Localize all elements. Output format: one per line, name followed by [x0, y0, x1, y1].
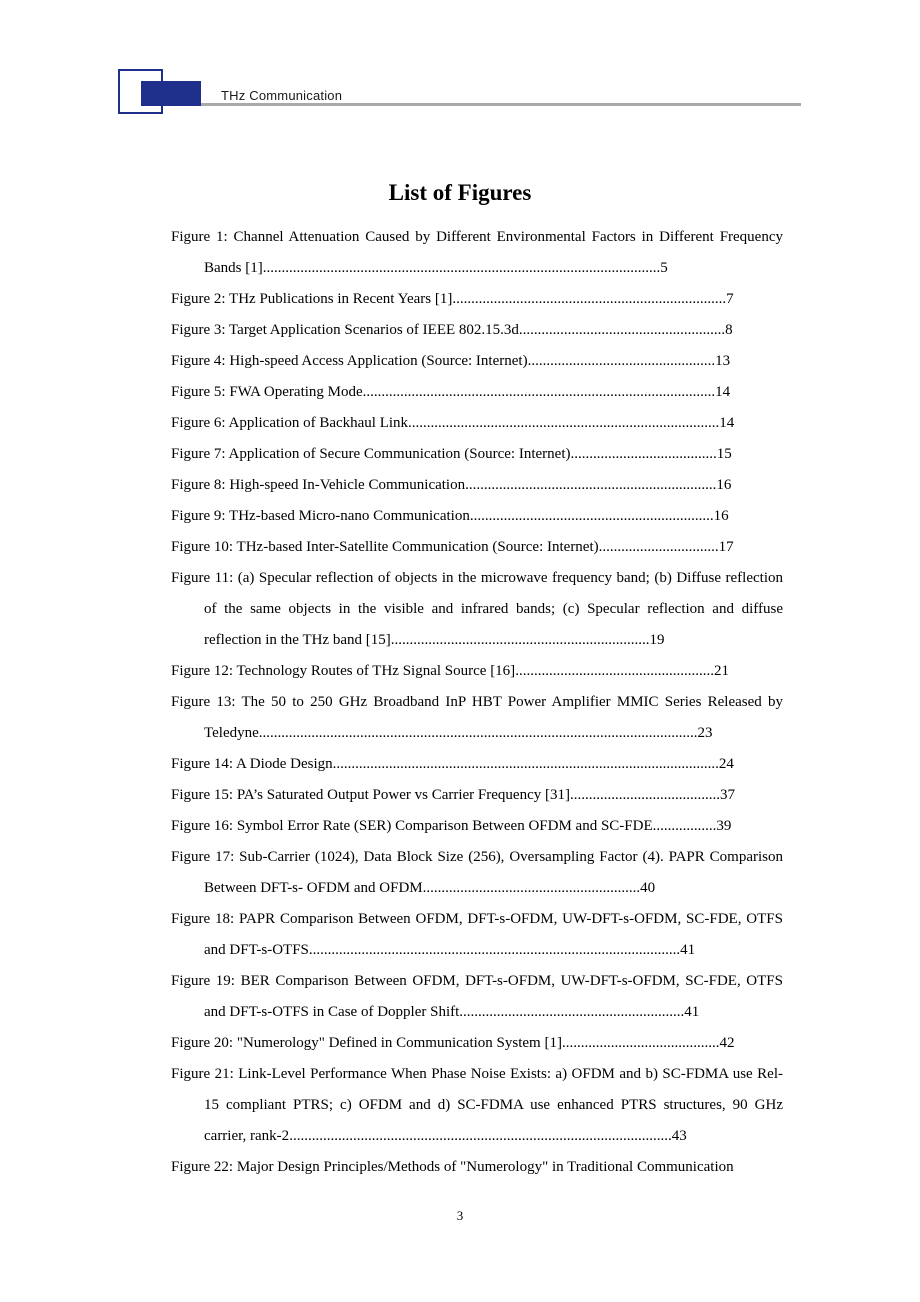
toc-entry-leader: ....................................... — [570, 446, 717, 462]
toc-entry-title: Figure 21: Link-Level Performance When Phase Noise Exists: a) OFDM and b) SC-FDMA use Rel-15 compliant PTRS; c) OFDM and d) SC-FDMA use enhanced PTRS structures, 90 GHz carrier, rank-2 — [171, 1066, 783, 1144]
toc-entry-leader: ....................................................... — [518, 322, 726, 338]
list-of-figures — [171, 222, 783, 1183]
toc-entry[interactable] — [171, 842, 783, 904]
toc-entry[interactable] — [171, 1152, 783, 1183]
toc-entry-leader: ................................................................... — [465, 477, 717, 493]
toc-entry[interactable] — [171, 749, 783, 780]
toc-entry[interactable] — [171, 377, 783, 408]
page-number: 3 — [456, 1208, 464, 1223]
toc-entry-page: 8 — [725, 322, 733, 338]
toc-entry-leader: ......................................................................... — [452, 291, 727, 307]
toc-entry-page: 23 — [697, 725, 713, 741]
toc-entry[interactable] — [171, 346, 783, 377]
toc-entry-page: 13 — [715, 353, 731, 369]
toc-entry-title: Figure 7: Application of Secure Communication (Source: Internet) — [171, 446, 571, 462]
toc-entry-page: 16 — [713, 508, 729, 524]
toc-entry-title: Figure 20: "Numerology" Defined in Communication System [1] — [171, 1035, 562, 1051]
toc-entry-leader: ................................................................................................... — [308, 942, 681, 958]
toc-entry-title: Figure 9: THz-based Micro-nano Communication — [171, 508, 470, 524]
toc-entry-leader: ..................................................................................................................... — [258, 725, 698, 741]
toc-entry[interactable] — [171, 501, 783, 532]
toc-entry[interactable] — [171, 1059, 783, 1152]
toc-entry[interactable] — [171, 439, 783, 470]
toc-entry-page: 21 — [713, 663, 729, 679]
toc-entry-title: Figure 22: Major Design Principles/Methods of "Numerology" in Traditional Communication — [171, 1159, 734, 1175]
toc-entry-title: Figure 19: BER Comparison Between OFDM, DFT-s-OFDM, UW-DFT-s-OFDM, SC-FDE, OTFS and DFT-s-OTFS in Case of Doppler Shift — [171, 973, 783, 1020]
toc-entry[interactable] — [171, 470, 783, 501]
toc-entry-title: Figure 16: Symbol Error Rate (SER) Comparison Between OFDM and SC-FDE — [171, 818, 653, 834]
toc-entry-leader: ................................................................................... — [408, 415, 720, 431]
toc-entry-leader: ..................................................... — [515, 663, 714, 679]
toc-entry-title: Figure 17: Sub-Carrier (1024), Data Block Size (256), Oversampling Factor (4). PAPR Comparison Between DFT-s- OFDM and OFDM — [171, 849, 783, 896]
toc-entry-leader: ...................................................................................................... — [289, 1128, 672, 1144]
toc-entry-page: 39 — [716, 818, 732, 834]
toc-entry-page: 40 — [640, 880, 656, 896]
toc-entry-page: 41 — [680, 942, 696, 958]
toc-entry-leader: .......................................................................................................... — [262, 260, 661, 276]
toc-entry-page: 7 — [726, 291, 734, 307]
toc-entry-page: 14 — [715, 384, 731, 400]
toc-entry-title: Figure 12: Technology Routes of THz Signal Source [16] — [171, 663, 516, 679]
toc-entry[interactable] — [171, 315, 783, 346]
toc-entry-leader: ............................................................ — [459, 1004, 685, 1020]
toc-entry-title: Figure 2: THz Publications in Recent Years [1] — [171, 291, 453, 307]
toc-entry-leader: .............................................................................................. — [362, 384, 716, 400]
toc-entry[interactable] — [171, 222, 783, 284]
toc-entry-leader: ..................................................................... — [390, 632, 650, 648]
header-title: THz Communication — [221, 88, 343, 103]
toc-entry-title: Figure 11: (a) Specular reflection of objects in the microwave frequency band; (b) Diffuse reflection of the same objects in the visible and infrared bands; (c) Specular reflection and diffuse reflection in the THz band [15] — [171, 570, 783, 648]
toc-entry-leader: ....................................................................................................... — [332, 756, 719, 772]
toc-entry[interactable] — [171, 780, 783, 811]
toc-entry-leader: .......................................................... — [422, 880, 641, 896]
toc-entry-page: 37 — [719, 787, 735, 803]
toc-entry-title: Figure 6: Application of Backhaul Link — [171, 415, 409, 431]
toc-entry-leader: ........................................ — [569, 787, 720, 803]
toc-entry-title: Figure 1: Channel Attenuation Caused by Different Environmental Factors in Different Frequency Bands [1] — [171, 229, 783, 276]
toc-entry-title: Figure 10: THz-based Inter-Satellite Communication (Source: Internet) — [171, 539, 599, 555]
toc-entry-page: 41 — [684, 1004, 700, 1020]
page-title: List of Figures — [388, 180, 532, 205]
toc-entry-leader: .................................................. — [527, 353, 716, 369]
toc-entry-leader: ................................................................. — [469, 508, 714, 524]
toc-entry-page: 16 — [716, 477, 732, 493]
toc-entry-title: Figure 15: PA’s Saturated Output Power vs Carrier Frequency [31] — [171, 787, 570, 803]
toc-entry-page: 43 — [671, 1128, 687, 1144]
toc-entry-title: Figure 13: The 50 to 250 GHz Broadband InP HBT Power Amplifier MMIC Series Released by Teledyne — [171, 694, 783, 741]
toc-entry-title: Figure 4: High-speed Access Application (Source: Internet) — [171, 353, 528, 369]
toc-entry-page: 42 — [719, 1035, 735, 1051]
toc-entry-title: Figure 8: High-speed In-Vehicle Communication — [171, 477, 466, 493]
header-logo-block — [141, 81, 201, 106]
toc-entry-page: 24 — [718, 756, 734, 772]
toc-entry[interactable] — [171, 563, 783, 656]
toc-entry-page: 19 — [649, 632, 665, 648]
toc-entry-page: 17 — [718, 539, 734, 555]
toc-entry[interactable] — [171, 1028, 783, 1059]
toc-entry[interactable] — [171, 904, 783, 966]
toc-entry[interactable] — [171, 532, 783, 563]
toc-entry-title: Figure 5: FWA Operating Mode — [171, 384, 363, 400]
toc-entry-page: 15 — [716, 446, 732, 462]
toc-entry[interactable] — [171, 966, 783, 1028]
toc-entry[interactable] — [171, 408, 783, 439]
toc-entry[interactable] — [171, 656, 783, 687]
toc-entry-title: Figure 3: Target Application Scenarios of IEEE 802.15.3d — [171, 322, 519, 338]
header-rule — [201, 103, 801, 106]
toc-entry-leader: ................................ — [598, 539, 719, 555]
toc-entry-leader: ................. — [652, 818, 717, 834]
toc-entry-page: 14 — [719, 415, 735, 431]
toc-entry-title: Figure 18: PAPR Comparison Between OFDM, DFT-s-OFDM, UW-DFT-s-OFDM, SC-FDE, OTFS and DFT-s-OTFS — [171, 911, 783, 958]
toc-entry[interactable] — [171, 687, 783, 749]
toc-entry[interactable] — [171, 811, 783, 842]
toc-entry-page: 5 — [660, 260, 668, 276]
toc-entry-leader: .......................................... — [561, 1035, 720, 1051]
toc-entry-title: Figure 14: A Diode Design — [171, 756, 333, 772]
toc-entry[interactable] — [171, 284, 783, 315]
